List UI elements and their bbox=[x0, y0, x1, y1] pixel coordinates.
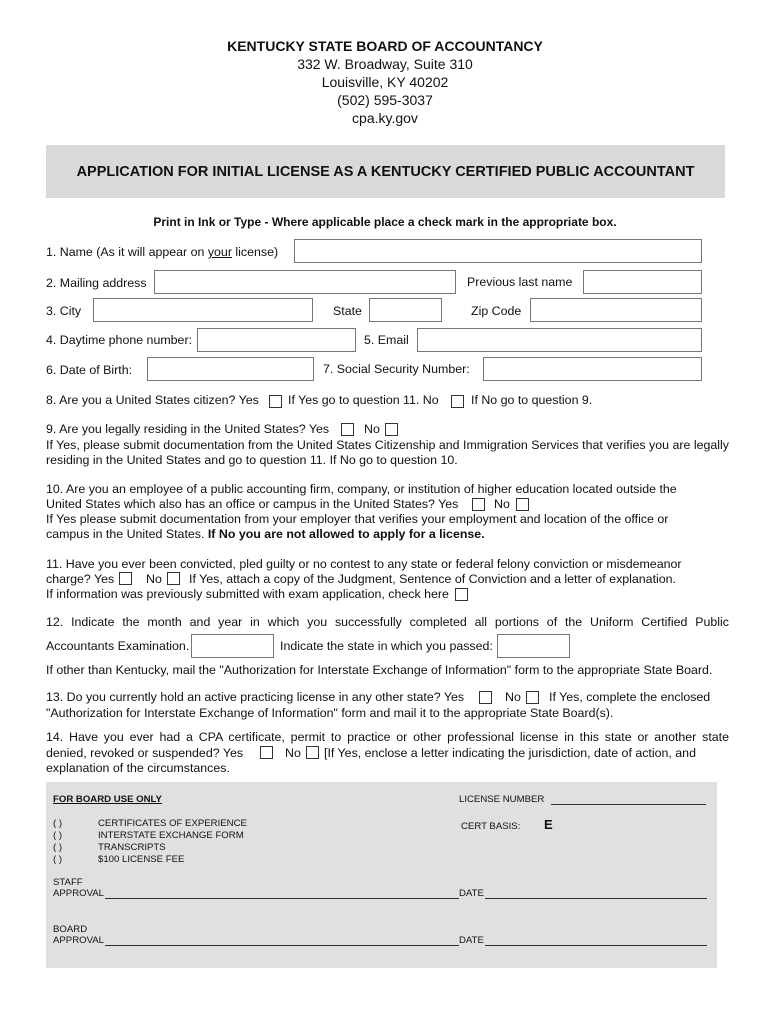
q9-yes-checkbox[interactable] bbox=[341, 423, 354, 436]
q10-yes-checkbox[interactable] bbox=[472, 498, 485, 511]
ssn-label: 7. Social Security Number: bbox=[323, 362, 470, 376]
q8-text-b: If Yes go to question 11. No bbox=[288, 393, 439, 407]
email-label: 5. Email bbox=[364, 333, 409, 347]
paren-4: ( ) bbox=[53, 854, 63, 865]
paren-2: ( ) bbox=[53, 830, 63, 841]
q1-label bbox=[46, 245, 278, 259]
org-website: cpa.ky.gov bbox=[352, 110, 418, 126]
q14-line2-a: denied, revoked or suspended? Yes bbox=[46, 746, 244, 760]
instructions: Print in Ink or Type - Where applicable place a check mark in the appropriate box. bbox=[153, 215, 617, 229]
q8-no-checkbox[interactable] bbox=[451, 395, 464, 408]
cert-basis-value: E bbox=[544, 817, 553, 832]
q14-line3: explanation of the circumstances. bbox=[46, 761, 230, 775]
board-use-panel bbox=[46, 782, 717, 968]
org-address-line2: Louisville, KY 40202 bbox=[321, 74, 449, 90]
q10-line4-b: If No you are not allowed to apply for a license. bbox=[207, 527, 485, 541]
q14-yes-checkbox[interactable] bbox=[260, 746, 273, 759]
dob-field[interactable] bbox=[147, 357, 314, 381]
board-item-3: TRANSCRIPTS bbox=[98, 842, 166, 853]
staff-label: STAFF bbox=[53, 877, 83, 888]
state-field[interactable] bbox=[369, 298, 442, 322]
q11-previous-submitted-checkbox[interactable] bbox=[455, 588, 468, 601]
q10-line4 bbox=[46, 527, 485, 541]
email-field[interactable] bbox=[417, 328, 702, 352]
staff-approval-label: APPROVAL bbox=[53, 888, 105, 899]
exam-date-field[interactable] bbox=[191, 634, 274, 658]
org-phone: (502) 595-3037 bbox=[337, 92, 433, 108]
q14-line1: 14. Have you ever had a CPA certificate, permit to practice or other professional license in this state or another state bbox=[46, 730, 729, 744]
q10-line1: 10. Are you an employee of a public accounting firm, company, or institution of higher education located outside the bbox=[46, 482, 677, 496]
q11-yes-checkbox[interactable] bbox=[119, 572, 132, 585]
q12-line2-a: Accountants Examination. bbox=[46, 639, 190, 653]
board-use-title: FOR BOARD USE ONLY bbox=[53, 794, 162, 805]
q11-line3: If information was previously submitted with exam application, check here bbox=[46, 587, 449, 601]
org-name: KENTUCKY STATE BOARD OF ACCOUNTANCY bbox=[227, 38, 543, 54]
q12-line2-b: Indicate the state in which you passed: bbox=[280, 639, 493, 653]
paren-1: ( ) bbox=[53, 818, 63, 829]
cert-basis-label: CERT BASIS: bbox=[461, 821, 521, 832]
q13-line1-a: 13. Do you currently hold an active practicing license in any other state? Yes bbox=[46, 690, 465, 704]
zip-label: Zip Code bbox=[471, 304, 522, 318]
q12-line3: If other than Kentucky, mail the "Authorization for Interstate Exchange of Information" form to the appropriate State Board. bbox=[46, 663, 713, 677]
state-label: State bbox=[333, 304, 362, 318]
q8-text-a: 8. Are you a United States citizen? Yes bbox=[46, 393, 259, 407]
q8-text-c: If No go to question 9. bbox=[471, 393, 593, 407]
q3-label: 3. City bbox=[46, 304, 82, 318]
q11-line2-c: If Yes, attach a copy of the Judgment, Sentence of Conviction and a letter of explanation. bbox=[189, 572, 676, 586]
q11-no-checkbox[interactable] bbox=[167, 572, 180, 585]
city-field[interactable] bbox=[93, 298, 313, 322]
form-title: APPLICATION FOR INITIAL LICENSE AS A KENTUCKY CERTIFIED PUBLIC ACCOUNTANT bbox=[76, 163, 695, 180]
q10-no-checkbox[interactable] bbox=[516, 498, 529, 511]
q9-text-a: 9. Are you legally residing in the United States? Yes bbox=[46, 422, 330, 436]
q11-line2-a: charge? Yes bbox=[46, 572, 115, 586]
q13-no-checkbox[interactable] bbox=[526, 691, 539, 704]
phone-field[interactable] bbox=[197, 328, 356, 352]
board-label: BOARD bbox=[53, 924, 88, 935]
paren-3: ( ) bbox=[53, 842, 63, 853]
mailing-address-field[interactable] bbox=[154, 270, 456, 294]
q8-yes-checkbox[interactable] bbox=[269, 395, 282, 408]
staff-approval-line[interactable] bbox=[105, 898, 459, 899]
q1-label-b: license) bbox=[231, 245, 279, 259]
previous-last-name-label: Previous last name bbox=[467, 275, 573, 289]
exam-state-field[interactable] bbox=[497, 634, 570, 658]
previous-last-name-field[interactable] bbox=[583, 270, 702, 294]
q11-line1: 11. Have you ever been convicted, pled guilty or no contest to any state or federal felony conviction or misdemeanor bbox=[46, 557, 682, 571]
q11-line2-b: No bbox=[146, 572, 162, 586]
board-approval-line[interactable] bbox=[105, 945, 459, 946]
q14-no-checkbox[interactable] bbox=[306, 746, 319, 759]
ssn-field[interactable] bbox=[483, 357, 702, 381]
staff-date-label: DATE bbox=[459, 888, 484, 899]
name-field[interactable] bbox=[294, 239, 702, 263]
q9-text-c: If Yes, please submit documentation from the United States Citizenship and Immigration Services that verifies you are legally residing in the United States and go to question 11. If No go to question 10. bbox=[46, 438, 729, 467]
q10-line3: If Yes please submit documentation from your employer that verifies your employment and location of the office or bbox=[46, 512, 669, 526]
q10-line4-a: campus in the United States. bbox=[46, 527, 208, 541]
board-item-4: $100 LICENSE FEE bbox=[98, 854, 185, 865]
q14-line2-b: No bbox=[285, 746, 301, 760]
q9-no-checkbox[interactable] bbox=[385, 423, 398, 436]
q13-yes-checkbox[interactable] bbox=[479, 691, 492, 704]
org-address-line1: 332 W. Broadway, Suite 310 bbox=[297, 56, 473, 72]
q13-line1-c: If Yes, complete the enclosed bbox=[549, 690, 711, 704]
q2-label: 2. Mailing address bbox=[46, 276, 147, 290]
q1-label-underline: your bbox=[207, 245, 232, 259]
staff-date-line[interactable] bbox=[485, 898, 707, 899]
q4-label: 4. Daytime phone number: bbox=[46, 333, 193, 347]
q10-line2-b: No bbox=[494, 497, 510, 511]
q9-text-b: No bbox=[364, 422, 380, 436]
q10-line2-a: United States which also has an office or campus in the United States? Yes bbox=[46, 497, 459, 511]
q13-line1-b: No bbox=[505, 690, 521, 704]
form-title-banner bbox=[46, 145, 725, 198]
q6-label: 6. Date of Birth: bbox=[46, 363, 133, 377]
license-number-line[interactable] bbox=[551, 804, 706, 805]
board-approval-label: APPROVAL bbox=[53, 935, 105, 946]
board-date-line[interactable] bbox=[485, 945, 707, 946]
board-item-1: CERTIFICATES OF EXPERIENCE bbox=[98, 818, 247, 829]
q12-line1: 12. Indicate the month and year in which you successfully completed all portions of the Uniform Certified Public bbox=[46, 615, 729, 629]
board-item-2: INTERSTATE EXCHANGE FORM bbox=[98, 830, 244, 841]
q13-line2: "Authorization for Interstate Exchange of Information" form and mail it to the appropriate State Board(s). bbox=[46, 706, 614, 720]
board-date-label: DATE bbox=[459, 935, 484, 946]
q1-label-a: 1. Name (As it will appear on bbox=[46, 245, 208, 259]
zip-field[interactable] bbox=[530, 298, 702, 322]
license-number-label: LICENSE NUMBER bbox=[459, 794, 545, 805]
q14-line2-c: [If Yes, enclose a letter indicating the jurisdiction, date of action, and bbox=[324, 746, 696, 760]
